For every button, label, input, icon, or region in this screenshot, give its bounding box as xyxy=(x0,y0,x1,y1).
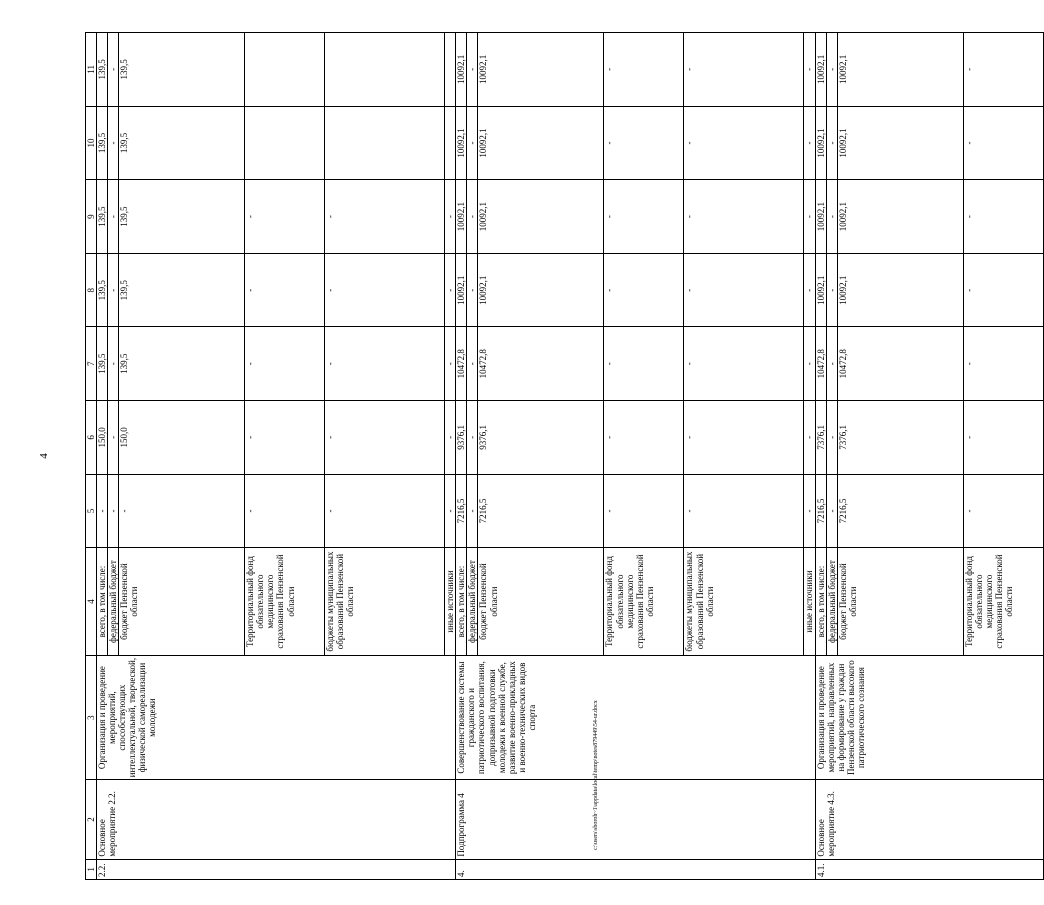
amount-cell: - xyxy=(467,253,478,327)
amount-cell: 139,5 xyxy=(97,106,108,180)
funding-source-cell: всего, в том числе: xyxy=(456,548,467,656)
amount-cell: - xyxy=(804,253,815,327)
amount-cell: 10092,1 xyxy=(815,106,826,180)
amount-cell: - xyxy=(245,401,325,475)
table-row xyxy=(456,33,467,880)
program-name-cell: Основное мероприятие 2.2. xyxy=(97,780,456,859)
amount-cell: - xyxy=(963,106,1043,180)
column-number-cell: 4 xyxy=(86,548,97,656)
amount-cell: - xyxy=(245,474,325,548)
amount-cell: 7376,1 xyxy=(837,401,963,475)
amount-cell: - xyxy=(604,401,684,475)
amount-cell: 10092,1 xyxy=(456,180,467,254)
amount-cell: - xyxy=(826,327,837,401)
row-number-cell: 4.1. xyxy=(815,859,1043,879)
amount-cell: - xyxy=(108,33,119,107)
amount-cell: - xyxy=(826,253,837,327)
amount-cell: 10092,1 xyxy=(478,253,604,327)
amount-cell: 7216,5 xyxy=(478,474,604,548)
amount-cell xyxy=(245,106,325,180)
amount-cell: - xyxy=(108,180,119,254)
program-description-cell: Совершенствование системы гражданского и патриотического воспитания, допризывной подготовки молодежи к военной службе, развитие военно-прикладных и военно-технических видов спорта xyxy=(456,655,815,780)
amount-cell: 139,5 xyxy=(119,327,245,401)
amount-cell: 10472,8 xyxy=(837,327,963,401)
amount-cell: - xyxy=(604,106,684,180)
amount-cell: 10092,1 xyxy=(456,106,467,180)
table-row xyxy=(815,33,826,880)
amount-cell: - xyxy=(467,106,478,180)
amount-cell: 10472,8 xyxy=(456,327,467,401)
column-number-cell: 6 xyxy=(86,401,97,475)
amount-cell: 10092,1 xyxy=(837,253,963,327)
column-number-cell: 8 xyxy=(86,253,97,327)
amount-cell: 9376,1 xyxy=(456,401,467,475)
amount-cell: - xyxy=(684,474,804,548)
amount-cell: - xyxy=(467,474,478,548)
program-name-cell: Подпрограмма 4 xyxy=(456,780,815,859)
amount-cell: - xyxy=(804,106,815,180)
amount-cell: - xyxy=(684,401,804,475)
program-description-cell: Организация и проведение мероприятий, способствующих интеллектуальной, творческой, физической самореализации молодежи xyxy=(97,655,456,780)
amount-cell: - xyxy=(804,180,815,254)
amount-cell xyxy=(325,33,445,107)
funding-source-cell: бюджеты муниципальных образований Пензенской области xyxy=(684,548,804,656)
amount-cell: 7376,1 xyxy=(815,401,826,475)
amount-cell: 150,0 xyxy=(97,401,108,475)
column-number-row xyxy=(86,33,97,880)
funding-source-cell: федеральный бюджет xyxy=(108,548,119,656)
amount-cell: - xyxy=(445,253,456,327)
budget-table-container xyxy=(85,32,1015,880)
amount-cell: - xyxy=(245,327,325,401)
amount-cell: 7216,5 xyxy=(815,474,826,548)
amount-cell: - xyxy=(325,180,445,254)
table-row xyxy=(97,33,108,880)
row-number-cell: 2.2. xyxy=(97,859,456,879)
funding-source-cell: иные источники xyxy=(445,548,456,656)
funding-source-cell: бюджеты муниципальных образований Пензенской области xyxy=(325,548,445,656)
amount-cell: 10092,1 xyxy=(478,106,604,180)
amount-cell: 10472,8 xyxy=(815,327,826,401)
amount-cell: - xyxy=(467,401,478,475)
amount-cell: 7216,5 xyxy=(456,474,467,548)
amount-cell: 139,5 xyxy=(97,327,108,401)
amount-cell: 139,5 xyxy=(97,33,108,107)
column-number-cell: 5 xyxy=(86,474,97,548)
amount-cell: - xyxy=(804,327,815,401)
amount-cell: - xyxy=(684,327,804,401)
amount-cell: 139,5 xyxy=(119,106,245,180)
amount-cell: 10092,1 xyxy=(837,33,963,107)
amount-cell: 10092,1 xyxy=(815,253,826,327)
amount-cell: - xyxy=(963,33,1043,107)
amount-cell: - xyxy=(684,106,804,180)
amount-cell: 9376,1 xyxy=(478,401,604,475)
footer-file-path: c:\users\sboroh~1\appdata\local\temp\notes879449\54-ur.docx xyxy=(593,700,599,850)
amount-cell: 139,5 xyxy=(119,253,245,327)
page-number: 4 xyxy=(38,453,50,459)
amount-cell: 10092,1 xyxy=(478,33,604,107)
amount-cell: - xyxy=(826,401,837,475)
amount-cell: - xyxy=(963,253,1043,327)
column-number-cell: 11 xyxy=(86,33,97,107)
amount-cell: - xyxy=(325,253,445,327)
amount-cell: 139,5 xyxy=(97,253,108,327)
funding-source-cell: федеральный бюджет xyxy=(467,548,478,656)
amount-cell: - xyxy=(245,180,325,254)
amount-cell: - xyxy=(97,474,108,548)
amount-cell: - xyxy=(325,401,445,475)
amount-cell: - xyxy=(108,106,119,180)
amount-cell: 139,5 xyxy=(119,180,245,254)
amount-cell: 10092,1 xyxy=(837,106,963,180)
amount-cell: - xyxy=(604,327,684,401)
amount-cell: 10092,1 xyxy=(815,180,826,254)
amount-cell: 10092,1 xyxy=(456,33,467,107)
amount-cell xyxy=(325,106,445,180)
funding-source-cell: бюджет Пензенской области xyxy=(478,548,604,656)
column-number-cell: 7 xyxy=(86,327,97,401)
amount-cell: - xyxy=(467,180,478,254)
amount-cell: - xyxy=(604,33,684,107)
amount-cell: - xyxy=(804,401,815,475)
amount-cell: 7216,5 xyxy=(837,474,963,548)
amount-cell: 10092,1 xyxy=(837,180,963,254)
amount-cell: - xyxy=(963,327,1043,401)
amount-cell xyxy=(245,33,325,107)
amount-cell: - xyxy=(804,33,815,107)
amount-cell: - xyxy=(826,33,837,107)
column-number-cell: 1 xyxy=(86,859,97,879)
amount-cell: - xyxy=(108,474,119,548)
budget-table xyxy=(85,32,1044,880)
funding-source-cell: всего, в том числе: xyxy=(97,548,108,656)
funding-source-cell: бюджет Пензенской области xyxy=(119,548,245,656)
funding-source-cell: иные источники xyxy=(804,548,815,656)
amount-cell: - xyxy=(963,401,1043,475)
funding-source-cell: Территориальный фонд обязательного медицинского страхования Пензенской области xyxy=(963,548,1043,656)
amount-cell: - xyxy=(804,474,815,548)
row-number-cell: 4. xyxy=(456,859,815,879)
amount-cell: - xyxy=(467,33,478,107)
amount-cell: 10472,8 xyxy=(478,327,604,401)
amount-cell: - xyxy=(445,327,456,401)
amount-cell: - xyxy=(325,327,445,401)
amount-cell: - xyxy=(445,474,456,548)
amount-cell: - xyxy=(684,33,804,107)
column-number-cell: 10 xyxy=(86,106,97,180)
amount-cell: - xyxy=(963,474,1043,548)
amount-cell: - xyxy=(108,327,119,401)
funding-source-cell: бюджет Пензенской области xyxy=(837,548,963,656)
amount-cell: - xyxy=(445,401,456,475)
amount-cell: - xyxy=(604,253,684,327)
program-name-cell: Основное мероприятие 4.3. xyxy=(815,780,1043,859)
amount-cell: - xyxy=(108,253,119,327)
amount-cell: 150,0 xyxy=(119,401,245,475)
amount-cell: - xyxy=(963,180,1043,254)
column-number-cell: 2 xyxy=(86,780,97,859)
amount-cell: - xyxy=(325,474,445,548)
amount-cell: - xyxy=(684,180,804,254)
column-number-cell: 3 xyxy=(86,655,97,780)
amount-cell: - xyxy=(467,327,478,401)
amount-cell: - xyxy=(826,180,837,254)
amount-cell: 139,5 xyxy=(97,180,108,254)
amount-cell: - xyxy=(119,474,245,548)
funding-source-cell: Территориальный фонд обязательного медицинского страхования Пензенской области xyxy=(604,548,684,656)
amount-cell: - xyxy=(604,474,684,548)
amount-cell: 10092,1 xyxy=(815,33,826,107)
amount-cell: - xyxy=(684,253,804,327)
amount-cell: - xyxy=(826,106,837,180)
amount-cell xyxy=(445,33,456,107)
amount-cell: 10092,1 xyxy=(478,180,604,254)
column-number-cell: 9 xyxy=(86,180,97,254)
program-description-cell: Организация и проведение мероприятий, направленных на формирование у граждан Пензенской области высокого патриотического сознания xyxy=(815,655,1043,780)
amount-cell: - xyxy=(245,253,325,327)
funding-source-cell: федеральный бюджет xyxy=(826,548,837,656)
amount-cell: - xyxy=(445,180,456,254)
amount-cell: - xyxy=(826,474,837,548)
amount-cell xyxy=(445,106,456,180)
funding-source-cell: Территориальный фонд обязательного медицинского страхования Пензенской области xyxy=(245,548,325,656)
amount-cell: - xyxy=(604,180,684,254)
amount-cell: 10092,1 xyxy=(456,253,467,327)
amount-cell: - xyxy=(108,401,119,475)
funding-source-cell: всего, в том числе: xyxy=(815,548,826,656)
amount-cell: 139,5 xyxy=(119,33,245,107)
